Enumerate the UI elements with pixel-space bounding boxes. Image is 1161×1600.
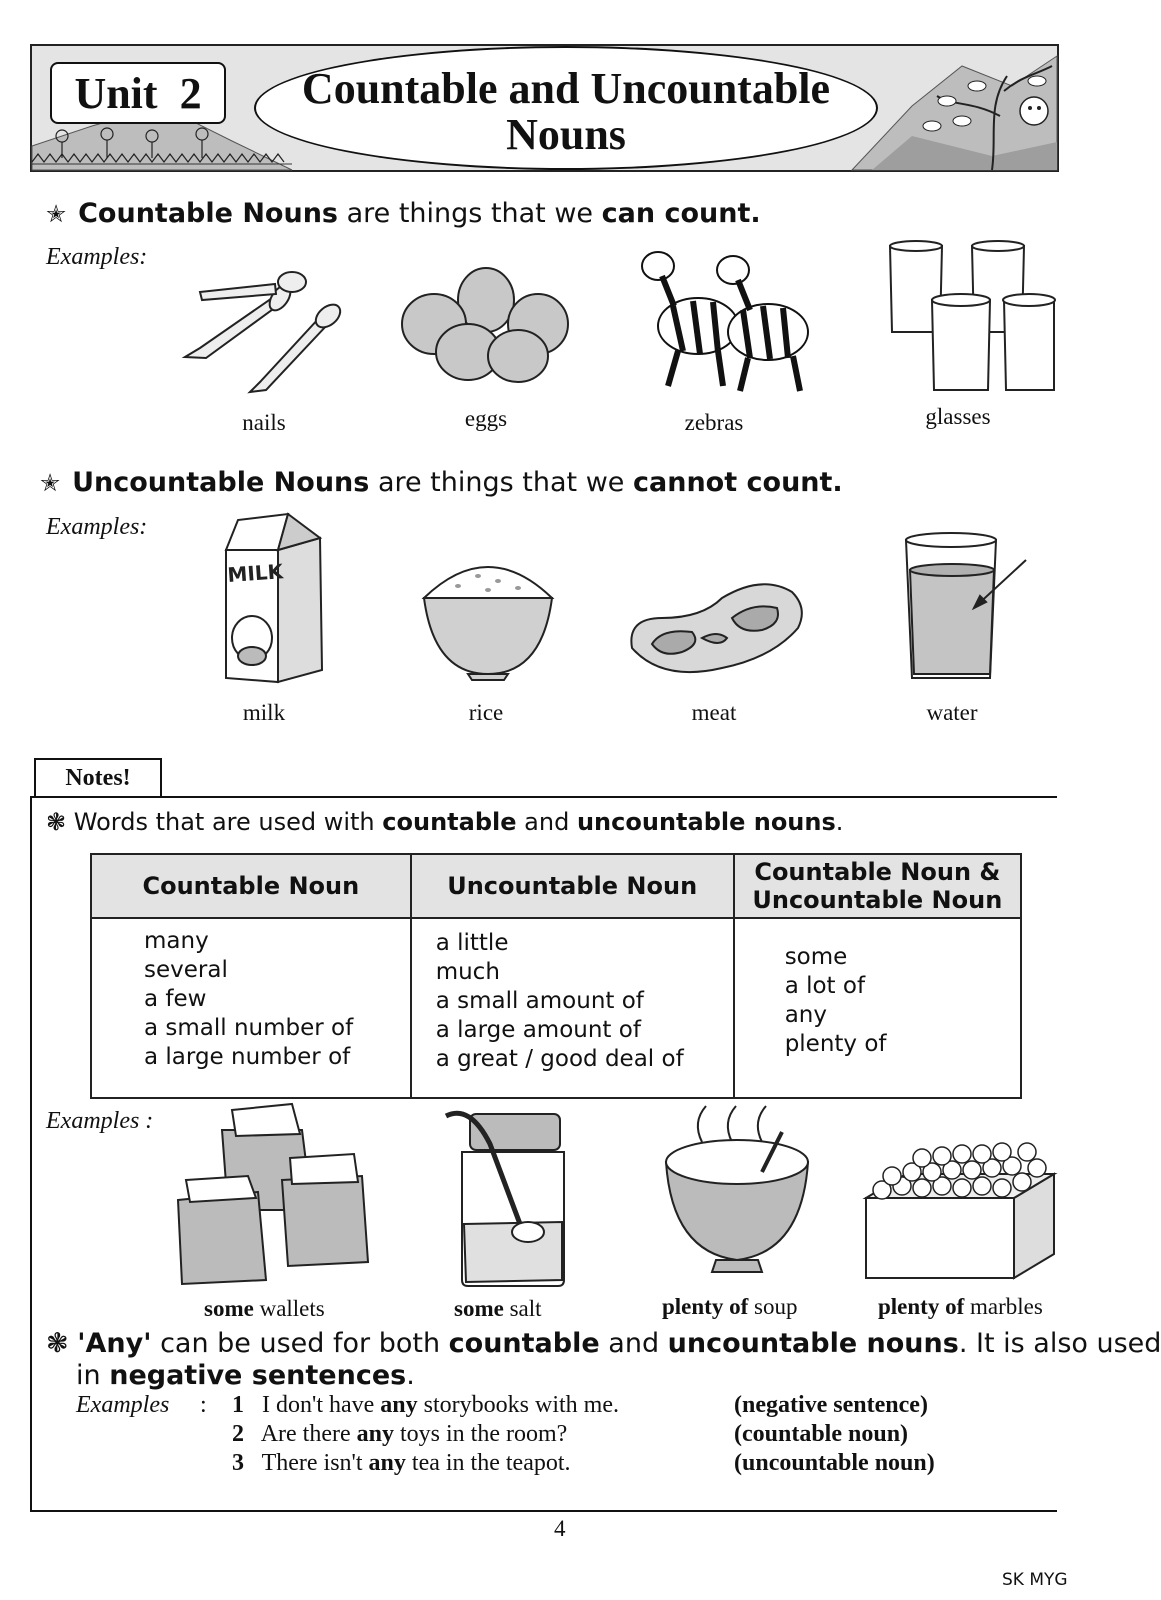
sentence-pre: Are there [260, 1421, 351, 1447]
sentence-number: 2 [232, 1421, 244, 1447]
example-sentence-3 [232, 1450, 571, 1477]
sentence-number: 1 [232, 1392, 244, 1418]
list-item: some [784, 944, 848, 970]
nails-illustration [180, 262, 350, 402]
caption-plenty-soup [662, 1294, 797, 1320]
both-words-cell [734, 918, 1021, 1098]
any-t3: . It is also used [958, 1328, 1161, 1359]
list-item: any [784, 1002, 827, 1028]
page-title-line1: Countable and Uncountable [301, 64, 831, 113]
caption-some-salt [454, 1296, 542, 1322]
header-uncountable: Uncountable Noun [411, 854, 734, 918]
caption-rest: salt [509, 1296, 542, 1321]
any-b1: countable [448, 1328, 600, 1359]
uncountable-emph: cannot count. [633, 467, 843, 498]
caption-rest: soup [754, 1294, 798, 1319]
example-sentence-2 [232, 1421, 567, 1448]
any-t1: can be used for both [160, 1328, 441, 1359]
header-both [734, 854, 1021, 918]
list-item: a few [144, 986, 207, 1012]
glasses-illustration [884, 240, 1054, 400]
example-tag-2: (countable noun) [734, 1421, 909, 1447]
caption-bold: plenty of [878, 1294, 965, 1319]
countable-examples-label: Examples: [46, 244, 148, 270]
notes-intro-b1: countable [382, 808, 517, 836]
caption-meat: meat [691, 700, 737, 725]
list-item: a small number of [144, 1015, 354, 1041]
any-examples-colon: : [200, 1392, 207, 1418]
zebras-illustration [628, 246, 838, 396]
sentence-bold: any [356, 1421, 394, 1447]
notes-intro-end: . [835, 808, 844, 836]
any-b3: negative sentences [109, 1360, 407, 1391]
unit-label-box [50, 62, 226, 124]
caption-rest: marbles [970, 1294, 1043, 1319]
page-title-line2: Nouns [506, 110, 626, 159]
uncountable-words-cell [411, 918, 734, 1098]
caption-water: water [926, 700, 978, 725]
uncountable-definition [40, 467, 843, 498]
flower-bullet-icon: ❃ [46, 1328, 69, 1359]
star-bullet-icon: ✭ [40, 469, 61, 497]
unit-word: Unit [74, 68, 158, 118]
unit-header-banner [30, 44, 1059, 172]
caption-rice: rice [468, 700, 504, 725]
star-bullet-icon: ✭ [46, 200, 67, 228]
notes-intro [46, 808, 843, 836]
wallets-illustration [172, 1100, 372, 1288]
countable-term: Countable Nouns [78, 198, 338, 229]
countable-middle: are things that we [346, 198, 594, 229]
quantifier-table [90, 853, 1022, 1099]
any-t2: and [608, 1328, 660, 1359]
water-glass-illustration [898, 530, 1034, 686]
corner-text: SK MYG [1002, 1570, 1068, 1590]
sentence-number: 3 [232, 1450, 244, 1476]
any-t5: . [406, 1360, 415, 1391]
countable-definition [46, 198, 761, 229]
list-item: several [144, 957, 228, 983]
sentence-bold: any [368, 1450, 406, 1476]
caption-eggs: eggs [464, 406, 508, 431]
uncountable-middle: are things that we [377, 467, 625, 498]
countable-words-cell [91, 918, 411, 1098]
flower-bullet-icon: ❃ [46, 808, 67, 836]
milk-carton-illustration [218, 510, 328, 686]
list-item: much [435, 959, 500, 985]
caption-bold: plenty of [662, 1294, 749, 1319]
sentence-bold: any [380, 1392, 418, 1418]
table-row [91, 918, 1021, 1098]
list-item: a large amount of [435, 1017, 641, 1043]
sentence-post: toys in the room? [400, 1421, 568, 1447]
list-item: many [144, 928, 209, 954]
list-item: a large number of [144, 1044, 351, 1070]
notes-intro-mid: and [524, 808, 570, 836]
header-both-line2: Uncountable Noun [752, 886, 1003, 914]
header-countable: Countable Noun [91, 854, 411, 918]
sentence-pre: There isn't [261, 1450, 363, 1476]
caption-rest: wallets [259, 1296, 325, 1321]
example-sentence-1 [232, 1392, 619, 1419]
eggs-illustration [398, 266, 578, 386]
caption-nails: nails [242, 410, 286, 435]
caption-zebras: zebras [684, 410, 744, 435]
svg-text:MILK: MILK [226, 559, 284, 587]
table-header-row [91, 854, 1021, 918]
any-rule-paragraph [46, 1328, 1161, 1392]
notes-examples-label: Examples : [46, 1108, 154, 1134]
example-tag-3: (uncountable noun) [734, 1450, 935, 1476]
any-t4: in [76, 1360, 101, 1391]
title-oval [254, 46, 878, 170]
sentence-post: storybooks with me. [423, 1392, 619, 1418]
page-number: 4 [554, 1516, 566, 1541]
salt-jar-illustration [440, 1104, 570, 1288]
sentence-post: tea in the teapot. [411, 1450, 571, 1476]
header-both-line1: Countable Noun & [754, 858, 1001, 886]
list-item: a small amount of [435, 988, 644, 1014]
unit-number: 2 [179, 68, 202, 118]
rice-bowl-illustration [418, 556, 558, 680]
list-item: a great / good deal of [435, 1046, 684, 1072]
any-b2: uncountable nouns [667, 1328, 959, 1359]
countable-emph: can count. [601, 198, 761, 229]
uncountable-examples-label: Examples: [46, 514, 148, 540]
uncountable-term: Uncountable Nouns [72, 467, 370, 498]
caption-plenty-marbles [878, 1294, 1043, 1320]
caption-some-wallets [204, 1296, 325, 1322]
marbles-box-illustration [862, 1138, 1056, 1284]
any-quote: 'Any' [77, 1328, 152, 1359]
caption-glasses: glasses [925, 404, 991, 429]
any-examples-label: Examples [76, 1392, 170, 1418]
soup-bowl-illustration [662, 1102, 812, 1282]
caption-bold: some [454, 1296, 504, 1321]
list-item: plenty of [784, 1031, 887, 1057]
notes-intro-pre: Words that are used with [73, 808, 375, 836]
caption-bold: some [204, 1296, 254, 1321]
notes-intro-b2: uncountable nouns [576, 808, 836, 836]
list-item: a little [435, 930, 509, 956]
example-tag-1: (negative sentence) [734, 1392, 928, 1418]
list-item: a lot of [784, 973, 866, 999]
notes-tag: Notes! [34, 758, 162, 798]
caption-milk: milk [242, 700, 286, 725]
meat-illustration [622, 578, 806, 682]
sentence-pre: I don't have [262, 1392, 375, 1418]
